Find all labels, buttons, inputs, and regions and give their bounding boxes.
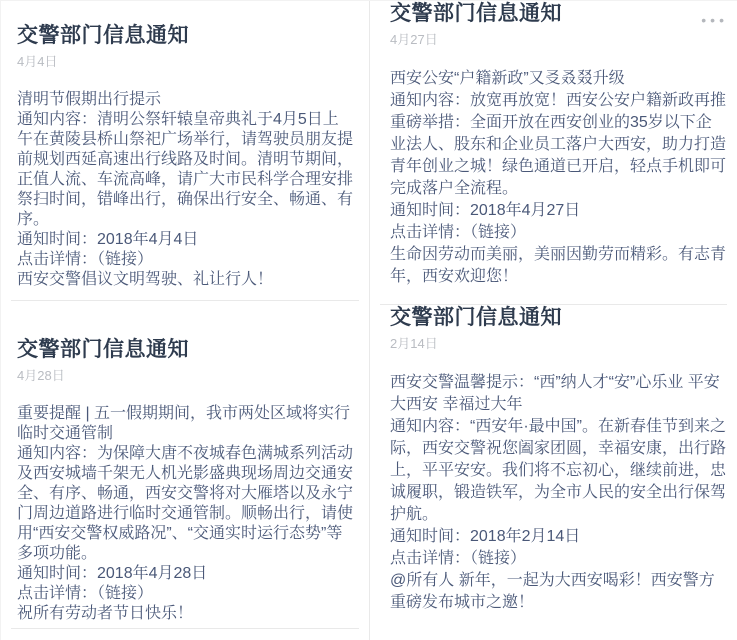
post-headline: 西安公安“户籍新政”又㕛叒叕升级 <box>390 70 625 87</box>
notice-card-feb14 <box>370 305 737 614</box>
post-notice-time: 通知时间：2018年2月14日 <box>390 528 581 545</box>
post-body <box>17 90 353 290</box>
feed-column-right <box>369 1 737 640</box>
post-footer-note: @所有人 新年，一起为大西安喝彩！西安警方重磅发布城市之邀！ <box>390 572 715 611</box>
post-content: 通知内容：放宽再放宽！西安公安户籍新政再推重磅举措：全面开放在西安创业的35岁以下企业法人、股东和企业员工落户大西安，助力打造青年创业之城！绿色通道已开启，轻点手机即可完成落户全流程。 <box>390 92 727 197</box>
post-footer-note: 西安交警倡议文明驾驶、礼让行人！ <box>17 271 274 288</box>
notice-card-apr4 <box>1 1 369 300</box>
post-title: 交警部门信息通知 <box>17 338 189 361</box>
details-link-text[interactable]: 点击详情：（链接） <box>17 585 154 602</box>
post-body <box>17 404 353 624</box>
post-title: 交警部门信息通知 <box>17 24 189 47</box>
post-notice-time: 通知时间：2018年4月28日 <box>17 565 208 582</box>
post-date: 4月27日 <box>390 32 438 47</box>
feed-column-left <box>0 1 369 640</box>
post-headline: 重要提醒 | 五一假期期间，我市两处区域将实行临时交通管制 <box>17 405 351 442</box>
post-content: 通知内容：“西安年·最中国”。在新春佳节到来之际，西安交警祝您阖家团圆，幸福安康，出行路上，平平安安。我们将不忘初心，继续前进，忠诚履职，锻造铁军，为全市人民的安全出行保驾护航。 <box>390 418 727 523</box>
notice-card-apr28 <box>1 301 369 628</box>
notice-card-apr27 <box>370 1 737 304</box>
post-footer-note: 祝所有劳动者节日快乐！ <box>17 605 194 622</box>
post-date: 4月28日 <box>17 368 65 383</box>
post-content: 通知内容：清明公祭轩辕皇帝典礼于4月5日上午在黄陵县桥山祭祀广场举行，请驾驶员朋友提前规划西延高速出行线路及时间。清明节期间，正值人流、车流高峰，请广大市民科学合理安排祭扫时间，错峰出行，确保出行安全、畅通、有序。 <box>17 111 354 228</box>
post-notice-time: 通知时间：2018年4月4日 <box>17 231 199 248</box>
post-body <box>390 68 727 288</box>
more-options-icon[interactable]: ••• <box>701 12 728 28</box>
post-date: 2月14日 <box>390 336 438 351</box>
post-title: 交警部门信息通知 <box>390 306 562 329</box>
post-headline: 西安交警温馨提示：“西”纳人才“安”心乐业 平安大西安 幸福过大年 <box>390 374 720 413</box>
post-title: 交警部门信息通知 <box>390 2 562 25</box>
post-footer-note: 生命因劳动而美丽，美丽因勤劳而精彩。有志青年，西安欢迎您！ <box>390 246 727 285</box>
details-link-text[interactable]: 点击详情：（链接） <box>390 224 527 241</box>
post-content: 通知内容：为保障大唐不夜城春色满城系列活动及西安城墙千架无人机光影盛典现场周边交通安全、有序、畅通，西安交警将对大雁塔以及永宁门周边道路进行临时交通管制。顺畅出行，请使用“西安交警权威路况”、“交通实时运行态势”等多项功能。 <box>17 445 354 562</box>
post-notice-time: 通知时间：2018年4月27日 <box>390 202 581 219</box>
post-separator <box>11 628 359 629</box>
post-date: 4月4日 <box>17 54 58 69</box>
details-link-text[interactable]: 点击详情：（链接） <box>390 550 527 567</box>
post-body <box>390 372 727 614</box>
post-headline: 清明节假期出行提示 <box>17 91 162 108</box>
details-link-text[interactable]: 点击详情：（链接） <box>17 251 154 268</box>
